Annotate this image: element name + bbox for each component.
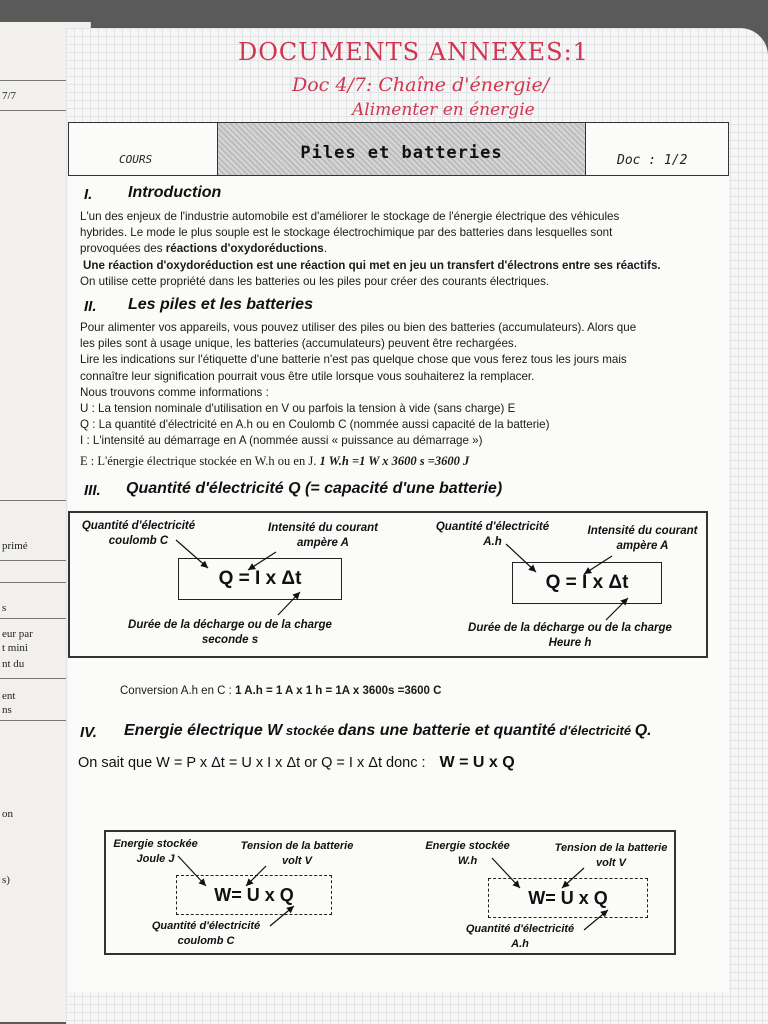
back-fragment: ent: [2, 690, 16, 702]
header-title: Piles et batteries: [300, 143, 503, 163]
t-label-right: Durée de la décharge ou de la charge Heure h: [468, 622, 672, 649]
paragraph-line: On utilise cette propriété dans les batteries ou les piles pour créer des courants électriques.: [80, 274, 550, 288]
paragraph-line: hybrides. Le mode le plus souple est le stockage électrochimique par des batteries dans lesquelles sont: [80, 226, 613, 240]
arrow-u-left: [246, 866, 266, 886]
arrow-w-left: [178, 856, 206, 886]
arrow-q-right: [506, 544, 536, 572]
i-label-right: Intensité du courant ampère A: [587, 525, 698, 552]
section-1-number: I.: [84, 186, 93, 203]
paragraph-line: provoquées des réactions d'oxydoréductions.: [80, 242, 327, 256]
energy-equation: On sait que W = P x Δt = U x I x Δt or Q = I x Δt donc : W = U x Q: [78, 754, 515, 771]
conversion-line: Conversion A.h en C : 1 A.h = 1 A x 1 h = 1A x 3600s =3600 C: [120, 685, 442, 697]
back-fragment: s: [2, 602, 7, 614]
formula-q-right: Q = I x Δt: [512, 562, 662, 604]
arrow-i-left: [248, 552, 276, 570]
info-i: I : L'intensité au démarrage en A (nommée aussi « puissance au démarrage »): [80, 434, 483, 448]
arrow-w-right: [492, 858, 520, 888]
u-label-left: Tension de la batterie volt V: [240, 840, 354, 867]
paragraph-line: les piles sont à usage unique, les batteries (accumulateurs) peuvent être rechargées.: [80, 337, 517, 351]
q-label-left: Quantité d'électricité coulomb C: [81, 520, 196, 547]
section-1-title: Introduction: [128, 184, 222, 201]
formula-w-left: W= U x Q: [176, 875, 332, 915]
arrow-i-right: [584, 556, 612, 574]
back-fragment: s): [2, 874, 10, 886]
handwritten-title: DOCUMENTS ANNEXES:1: [238, 38, 589, 66]
paragraph-line: Lire les indications sur l'étiquette d'une batterie n'est pas quelque chose que vous ferez tous les jours mais: [80, 353, 627, 367]
arrow-t-left: [278, 592, 300, 615]
section-4-number: IV.: [80, 724, 97, 741]
handwritten-doc-ref: Doc 4/7: Chaîne d'énergie/: [292, 74, 550, 96]
back-page-number: 7/7: [2, 90, 17, 102]
formula-q-left: Q = I x Δt: [178, 558, 342, 600]
w-label-right: Energie stockée W.h: [425, 840, 510, 867]
paragraph-line: Nous trouvons comme informations :: [80, 385, 269, 399]
back-fragment: t mini: [2, 642, 28, 654]
definition-line: Une réaction d'oxydoréduction est une réaction qui met en jeu un transfert d'électrons entre ses réactifs.: [83, 258, 661, 272]
info-u: U : La tension nominale d'utilisation en V ou parfois la tension à vide (sans charge) E: [80, 402, 516, 416]
info-q: Q : La quantité d'électricité en A.h ou en Coulomb C (nommée aussi capacité de la batterie): [80, 418, 550, 432]
q-label-energy-right: Quantité d'électricité A.h: [465, 923, 575, 950]
w-label-left: Energie stockée Joule J: [113, 838, 198, 865]
paragraph-line: L'un des enjeux de l'industrie automobile est d'améliorer le stockage de l'énergie électrique des véhicules: [80, 210, 620, 223]
q-label-right: Quantité d'électricité A.h: [435, 521, 550, 548]
section-2-number: II.: [84, 298, 97, 315]
info-e: E : L'énergie électrique stockée en W.h ou en J. 1 W.h =1 W x 3600 s =3600 J: [80, 453, 470, 468]
back-fragment: nt du: [2, 658, 25, 670]
t-label-left: Durée de la décharge ou de la charge seconde s: [128, 619, 332, 646]
arrow-q-energy-right: [584, 910, 608, 930]
arrow-u-right: [562, 868, 584, 888]
section-3-title: Quantité d'électricité Q (= capacité d'une batterie): [126, 480, 503, 497]
header-doc-number: Doc : 1/2: [617, 153, 688, 168]
section-3-number: III.: [84, 482, 101, 499]
section-2-title: Les piles et les batteries: [128, 296, 313, 313]
section-4-title: Energie électrique W stockée dans une batterie et quantité d'électricité Q.: [124, 722, 652, 739]
q-label-energy-left: Quantité d'électricité coulomb C: [151, 920, 261, 947]
arrow-t-right: [606, 598, 628, 620]
paragraph-line: connaître leur signification pourrait vous être utile lorsque vous souhaiterez la remplacer.: [80, 369, 535, 383]
back-fragment: on: [2, 808, 13, 820]
i-label-left: Intensité du courant ampère A: [268, 522, 378, 549]
paragraph-line: Pour alimenter vos appareils, vous pouvez utiliser des piles ou bien des batteries (accumulateurs). Alors que: [80, 321, 637, 334]
formula-w-right: W= U x Q: [488, 878, 648, 918]
arrow-q-energy-left: [270, 906, 294, 926]
arrow-q-left: [176, 540, 208, 568]
u-label-right: Tension de la batterie volt V: [554, 842, 668, 869]
back-fragment: eur par: [2, 628, 33, 640]
back-fragment: primé: [2, 540, 28, 552]
header-cours: COURS: [119, 153, 153, 166]
back-fragment: ns: [2, 704, 12, 716]
handwritten-subtitle: Alimenter en énergie: [352, 100, 535, 120]
